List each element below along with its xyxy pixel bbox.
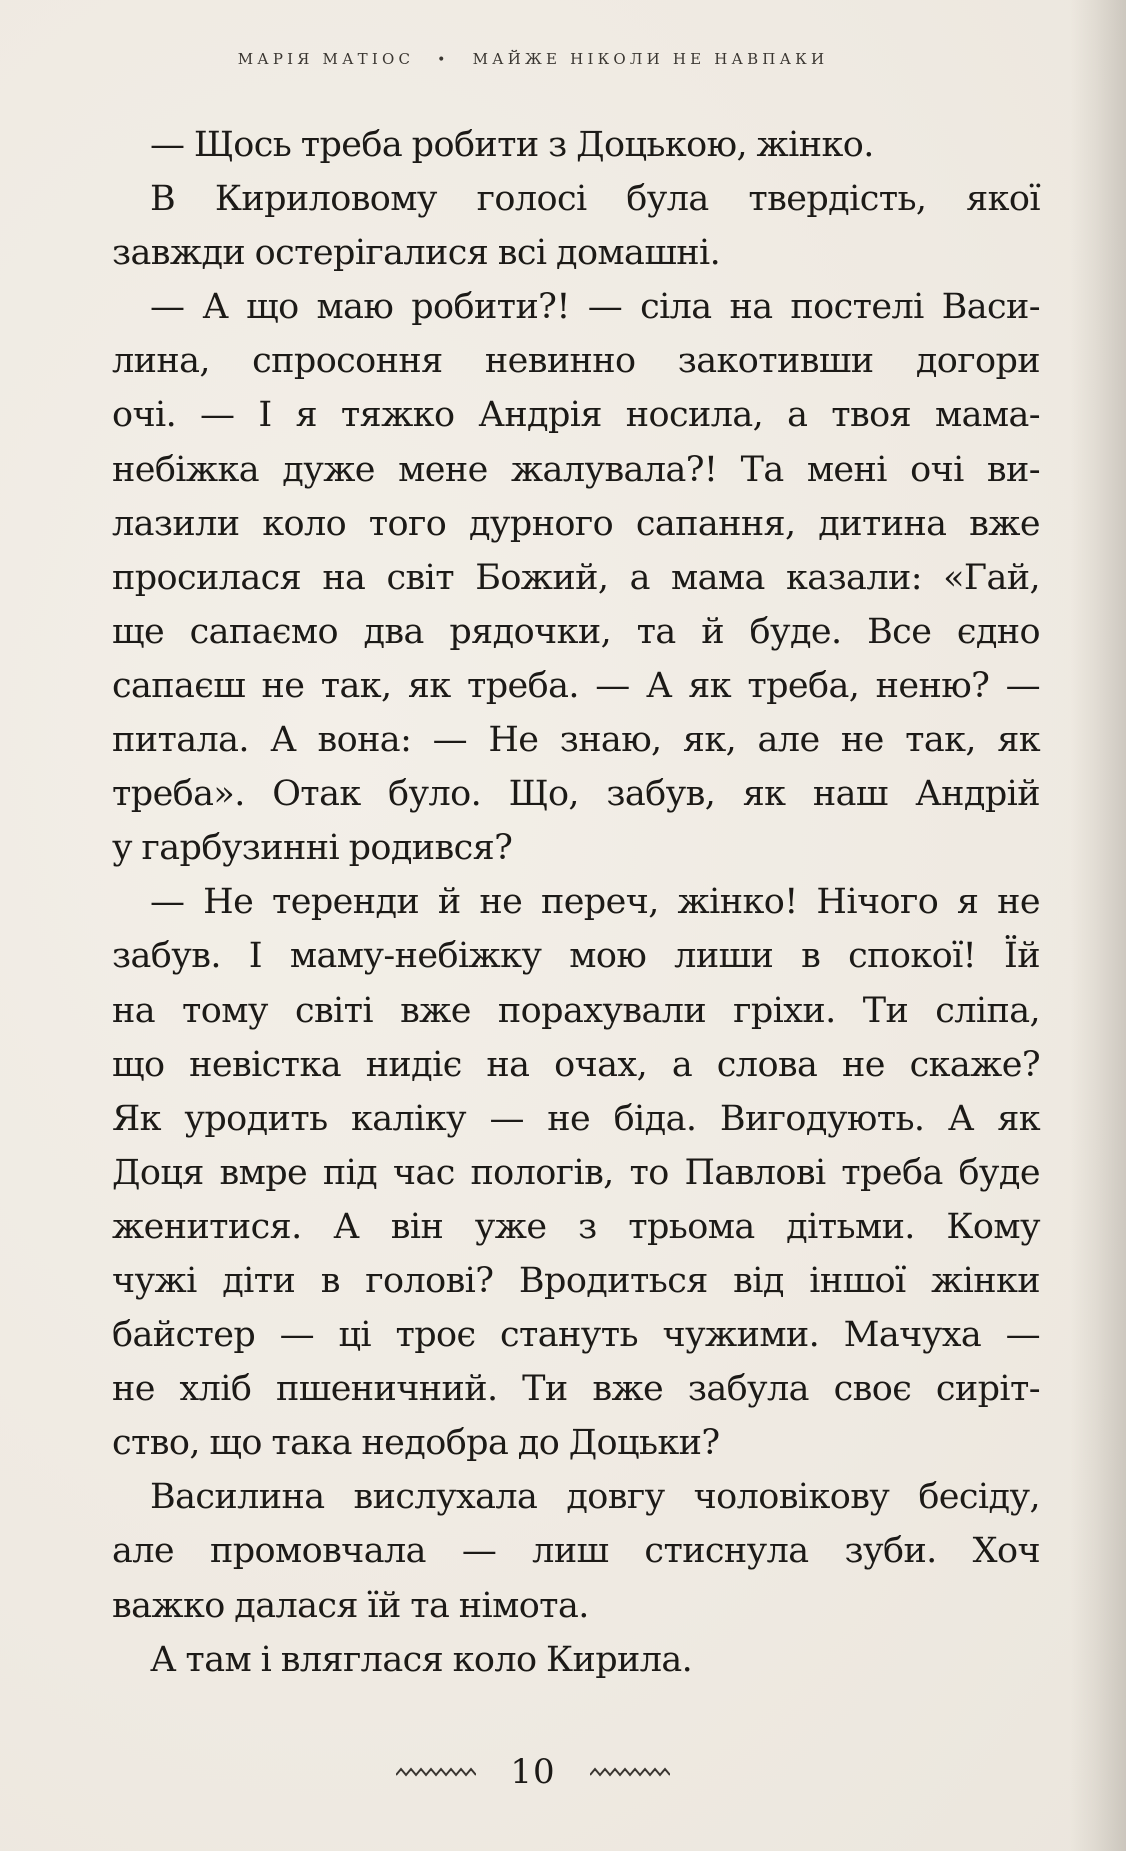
text-line: просилася на світ Божий, а мама казали: «Гай, bbox=[112, 557, 1040, 598]
text-line: ще сапаємо два рядочки, та й буде. Все єдно bbox=[112, 611, 1040, 652]
text-line: байстер — ці троє стануть чужими. Мачуха — bbox=[112, 1315, 1040, 1356]
body-text bbox=[112, 118, 1040, 1687]
text-line: очі. — І я тяжко Андрія носила, а твоя мама- bbox=[112, 395, 1040, 436]
text-line: Доця вмре під час пологів, то Павлові треба буде bbox=[112, 1152, 1040, 1193]
text-line: — А що маю робити?! — сіла на постелі Васи- bbox=[150, 287, 1040, 328]
page-number: 10 bbox=[510, 1752, 556, 1792]
text-line: чужі діти в голові? Вродиться від іншої жінки bbox=[112, 1260, 1040, 1301]
text-line: — Щось треба робити з Доцькою, жінко. bbox=[150, 125, 874, 165]
text-line: — Не теренди й не переч, жінко! Нічого я не bbox=[150, 882, 1040, 923]
running-head bbox=[0, 50, 1126, 68]
running-head-author: МАРІЯ МАТІОС bbox=[237, 50, 415, 68]
text-line: В Кириловому голосі була твердість, якої bbox=[150, 179, 1040, 220]
text-line: сапаєш не так, як треба. — А як треба, неню? — bbox=[112, 665, 1040, 706]
text-line: не хліб пшеничний. Ти вже забула своє сиріт- bbox=[112, 1369, 1040, 1410]
text-line: лазили коло того дурного сапання, дитина вже bbox=[112, 503, 1040, 544]
text-line: небіжка дуже мене жалувала?! Та мені очі ви- bbox=[112, 449, 1040, 490]
text-line: Як уродить каліку — не біда. Вигодують. А як bbox=[112, 1098, 1040, 1139]
text-line: питала. А вона: — Не знаю, як, але не так, як bbox=[112, 720, 1040, 761]
text-line: на тому світі вже порахували гріхи. Ти сліпа, bbox=[112, 990, 1040, 1031]
running-head-title: МАЙЖЕ НІКОЛИ НЕ НАВПАКИ bbox=[472, 50, 829, 68]
zigzag-ornament-right-icon bbox=[590, 1765, 670, 1779]
zigzag-ornament-left-icon bbox=[396, 1765, 476, 1779]
text-line: важко далася їй та німота. bbox=[112, 1585, 589, 1626]
text-line: що невістка нидіє на очах, а слова не скаже? bbox=[112, 1044, 1040, 1085]
text-line: треба». Отак було. Що, забув, як наш Андрій bbox=[112, 774, 1040, 815]
text-line: ство, що така недобра до Доцьки? bbox=[112, 1423, 720, 1464]
bullet-separator-icon: • bbox=[437, 52, 450, 68]
text-line: лина, спросоння невинно закотивши догори bbox=[112, 341, 1040, 382]
text-line: А там і вляглася коло Кирила. bbox=[150, 1639, 693, 1680]
text-line: але промовчала — лиш стиснула зуби. Хоч bbox=[112, 1531, 1040, 1572]
text-line: женитися. А він уже з трьома дітьми. Кому bbox=[112, 1206, 1040, 1247]
page-footer bbox=[0, 1752, 1126, 1792]
text-line: у гарбузинні родився? bbox=[112, 828, 513, 869]
text-line: забув. І маму-небіжку мою лиши в спокої! Їй bbox=[112, 936, 1040, 977]
text-line: Василина вислухала довгу чоловікову бесіду, bbox=[150, 1477, 1040, 1518]
text-line: завжди остерігалися всі домашні. bbox=[112, 233, 721, 274]
